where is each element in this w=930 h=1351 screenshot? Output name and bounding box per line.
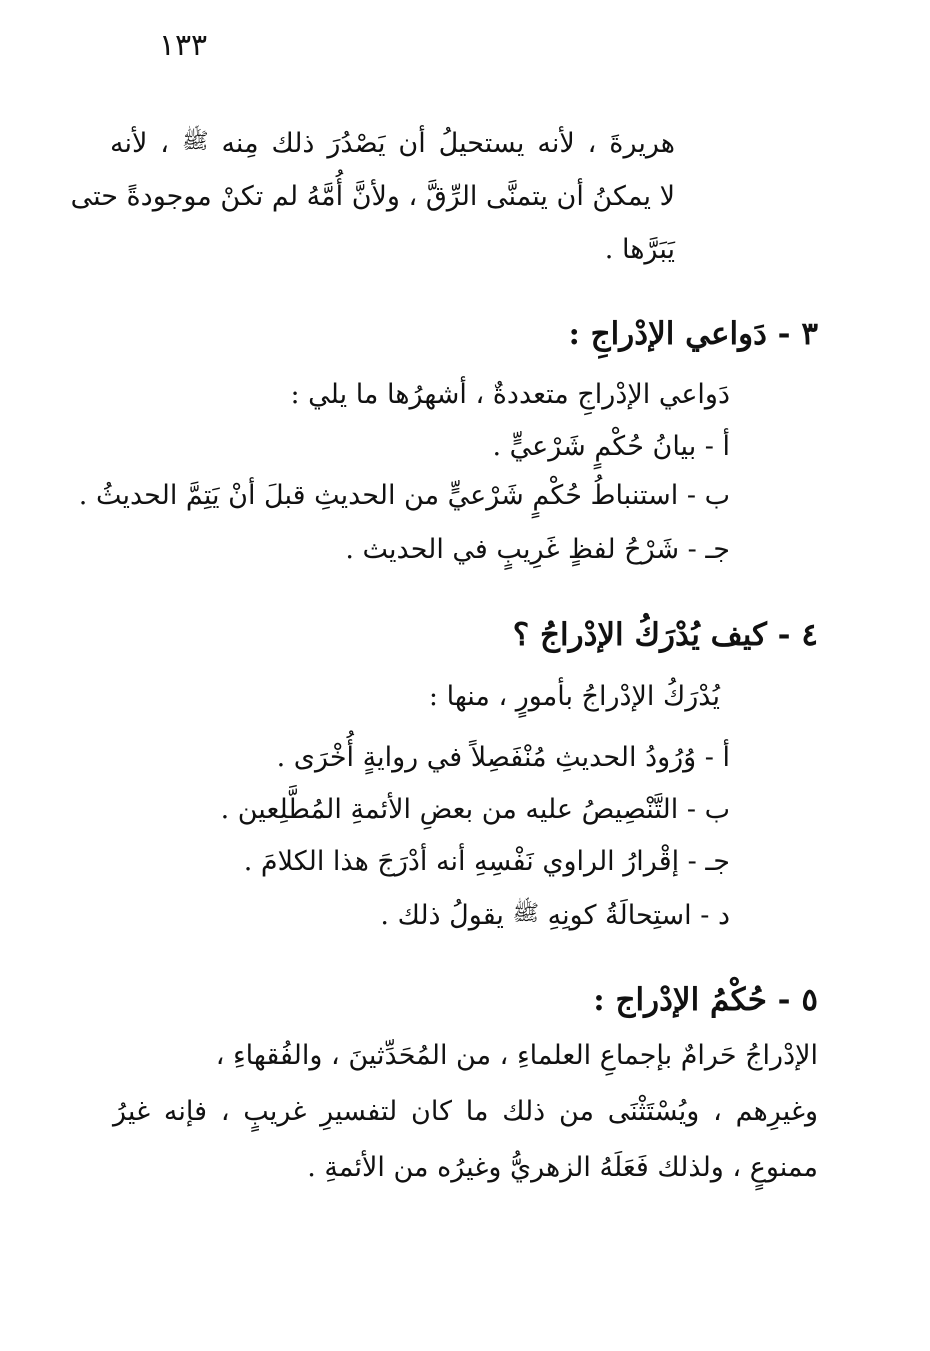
intro-line-1-text-a: هريرةَ ، لأنه يستحيلُ أن يَصْدُرَ ذلك مِنه (221, 128, 675, 159)
section-4-item-c: جـ - إقْرارُ الراوي نَفْسِهِ أنه أدْرَجَ هذا الكلامَ . (243, 846, 730, 877)
section-5-heading: ٥ - حُكْمُ الإدْراج : (593, 982, 818, 1018)
section-5-line-1: الإدْراجُ حَرامٌ بإجماعِ العلماءِ ، من المُحَدِّثينَ ، والفُقهاءِ ، (215, 1040, 818, 1071)
section-4-item-a: أ - وُرُودُ الحديثِ مُنْفَصِلاً في روايةٍ أُخْرَى . (276, 742, 730, 773)
section-4-item-d-text-a: د - استِحالَةُ كونِهِ (547, 900, 730, 931)
section-4-intro: يُدْرَكُ الإدْراجُ بأمورٍ ، منها : (428, 681, 720, 712)
section-5-line-3: ممنوعٍ ، ولذلك فَعَلَهُ الزهريُّ وغيرُه من الأئمةِ . (307, 1152, 818, 1183)
section-3-item-c: جـ - شَرْحُ لفظٍ غَرِيبٍ في الحديث . (345, 534, 730, 565)
section-4-item-d-text-b: يقولُ ذلك . (380, 900, 504, 931)
section-4-item-b: ب - التَّنْصِيصُ عليه من بعضِ الأئمةِ المُطَّلِعين . (220, 794, 730, 825)
honorific-symbol: ﷺ (512, 901, 540, 926)
section-4-item-d (380, 894, 730, 936)
section-3-item-a: أ - بيانُ حُكْمٍ شَرْعيٍّ . (492, 431, 730, 462)
section-5-line-2: وغيرِهم ، ويُسْتَثْنَى من ذلك ما كان لتفسيرِ غريبٍ ، فإنه غيرُ (113, 1096, 818, 1127)
page-number: ١٣٣ (158, 28, 208, 63)
section-3-item-b: ب - استنباطُ حُكْمٍ شَرْعيٍّ من الحديثِ قبلَ أنْ يَتِمَّ الحديثُ . (78, 480, 730, 511)
intro-line-1 (110, 122, 675, 164)
section-4-heading: ٤ - كيف يُدْرَكُ الإدْراجُ ؟ (512, 617, 818, 653)
honorific-symbol: ﷺ (181, 129, 209, 154)
intro-line-1-text-b: ، لأنه (110, 128, 170, 159)
section-3-intro: دَواعي الإدْراجِ متعددةٌ ، أشهرُها ما يلي : (290, 379, 730, 410)
intro-line-2: لا يمكنُ أن يتمنَّى الرِّقَّ ، ولأنَّ أُمَّهُ لم تكنْ موجودةً حتى (70, 181, 675, 212)
section-3-heading: ٣ - دَواعي الإدْراجِ : (568, 316, 818, 352)
intro-line-3: يَبَرَّها . (604, 234, 675, 265)
